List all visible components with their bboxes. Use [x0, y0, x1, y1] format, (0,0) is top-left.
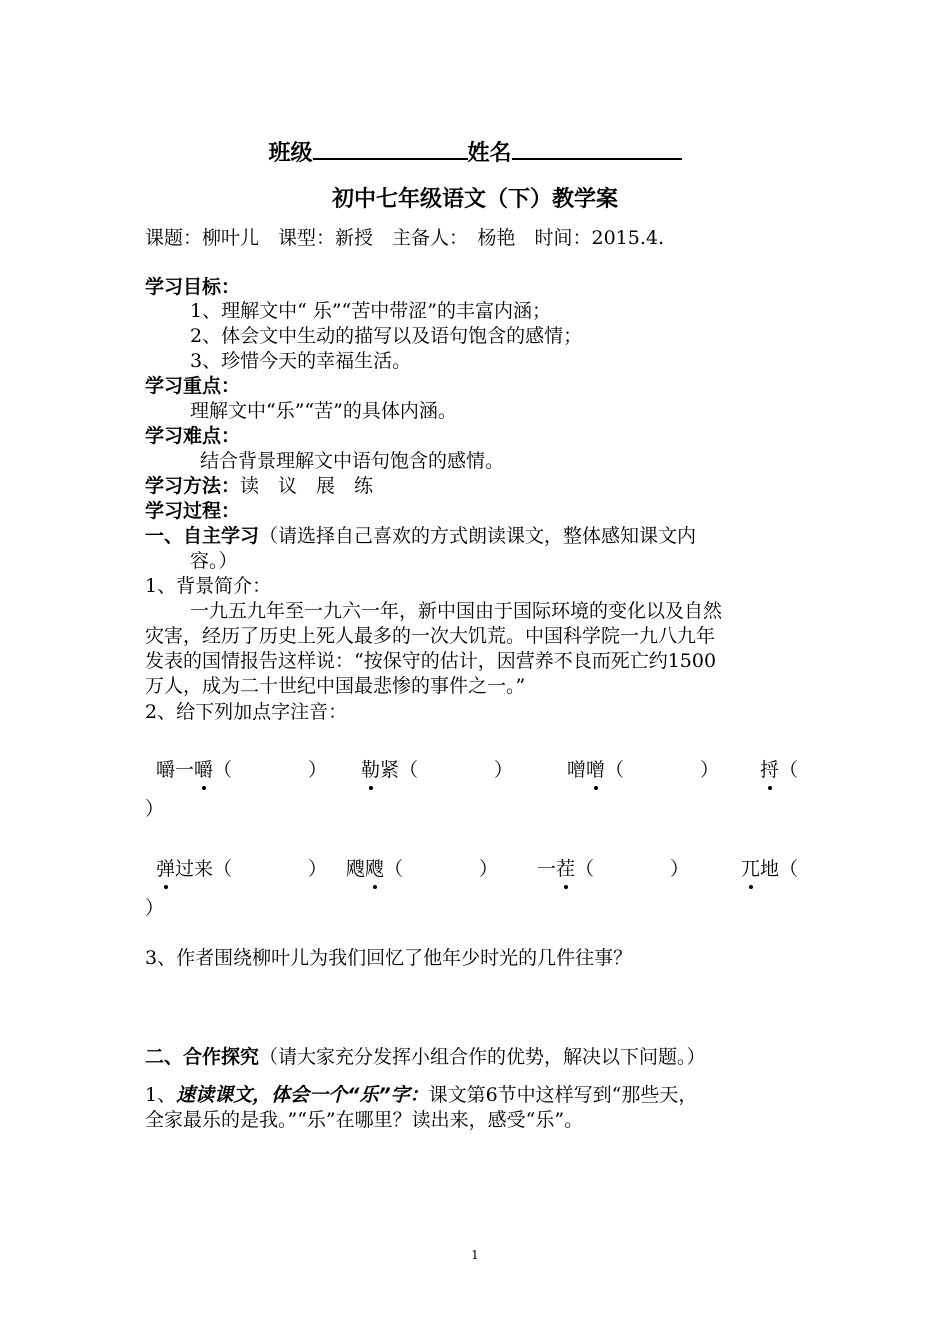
- page-number: 1: [471, 1248, 479, 1262]
- difficulty-text: 结合背景理解文中语句饱含的感情。: [200, 450, 505, 472]
- emphasis-char: 弹: [156, 858, 176, 880]
- pinyin-item: 弹过来（ ）: [156, 858, 328, 880]
- pinyin-item: 嚼一嚼（ ）: [156, 759, 328, 781]
- background-line: 万人，成为二十世纪中国最悲惨的事件之一。”: [145, 675, 526, 697]
- objective-item: 3、珍惜今天的幸福生活。: [190, 350, 412, 372]
- pinyin-close: ）: [145, 798, 165, 820]
- part2-q1-emphasis: 速读课文，体会一个“乐”字：: [176, 1084, 429, 1106]
- part2-line: [145, 1045, 706, 1069]
- part2-q1: 1、速读课文，体会一个“乐”字：课文第6节中这样写到“那些天，: [145, 1084, 698, 1106]
- part2-q1-cont: 全家最乐的是我。”“乐”在哪里？读出来，感受“乐”。: [145, 1109, 584, 1131]
- part1-note: （请选择自己喜欢的方式朗读课文，整体感知课文内: [259, 525, 697, 547]
- background-heading: 1、背景简介：: [145, 575, 272, 597]
- part1-heading: 一、自主学习: [145, 525, 260, 547]
- key-point-heading: 学习重点：: [145, 375, 241, 397]
- class-blank: [313, 138, 468, 160]
- background-line: 灾害，经历了历史上死人最多的一次大饥荒。中国科学院一九八九年: [145, 625, 716, 647]
- key-point-text: 理解文中“乐”“苦”的具体内涵。: [190, 400, 457, 422]
- difficulty-heading: 学习难点：: [145, 425, 241, 447]
- emphasis-char: 茬: [556, 858, 576, 880]
- name-label: 姓名: [467, 141, 512, 166]
- objective-item: 2、体会文中生动的描写以及语句饱含的感情；: [190, 325, 583, 347]
- pinyin-item: 兀地（: [741, 858, 799, 880]
- background-line: 发表的国情报告这样说：“按保守的估计，因营养不良而死亡约1500: [145, 650, 717, 672]
- pinyin-item: 勒紧（ ）: [361, 759, 514, 781]
- name-blank: [512, 138, 682, 160]
- page-title: 初中七年级语文（下）教学案: [331, 187, 618, 212]
- lesson-meta: 课题：柳叶儿 课型：新授 主备人： 杨艳 时间：2015.4.: [145, 227, 665, 249]
- process-heading: 学习过程：: [145, 500, 241, 522]
- method-heading: 学习方法：: [145, 475, 241, 497]
- pinyin-heading: 2、给下列加点字注音：: [145, 701, 348, 723]
- emphasis-char: 捋: [760, 759, 780, 781]
- emphasis-char: 嚼: [194, 759, 214, 781]
- emphasis-char: 兀: [741, 858, 761, 880]
- emphasis-char: 飕: [365, 858, 385, 880]
- method-text: 读 议 展 练: [240, 475, 374, 497]
- pinyin-item: 一茬（ ）: [537, 858, 690, 880]
- objectives-heading: 学习目标：: [145, 276, 241, 298]
- question-3: 3、作者围绕柳叶儿为我们回忆了他年少时光的几件往事？: [145, 947, 633, 969]
- method-line: [145, 474, 373, 498]
- pinyin-item: 捋（: [760, 759, 799, 781]
- class-label: 班级: [268, 141, 313, 166]
- part2-note: （请大家充分发挥小组合作的优势，解决以下问题。）: [259, 1046, 706, 1068]
- objective-item: 1、理解文中“ 乐”“苦中带涩”的丰富内涵；: [190, 300, 551, 322]
- part1-line: [145, 524, 696, 548]
- background-line: 一九五九年至一九六一年，新中国由于国际环境的变化以及自然: [190, 600, 723, 622]
- emphasis-char: 噌: [586, 759, 606, 781]
- emphasis-char: 勒: [361, 759, 381, 781]
- pinyin-item: 飕飕（ ）: [346, 858, 499, 880]
- class-name-line: [0, 138, 950, 168]
- pinyin-close: ）: [145, 897, 165, 919]
- part2-heading: 二、合作探究: [145, 1046, 260, 1068]
- pinyin-item: 噌噌（ ）: [567, 759, 720, 781]
- part1-note-cont: 容。）: [190, 550, 238, 572]
